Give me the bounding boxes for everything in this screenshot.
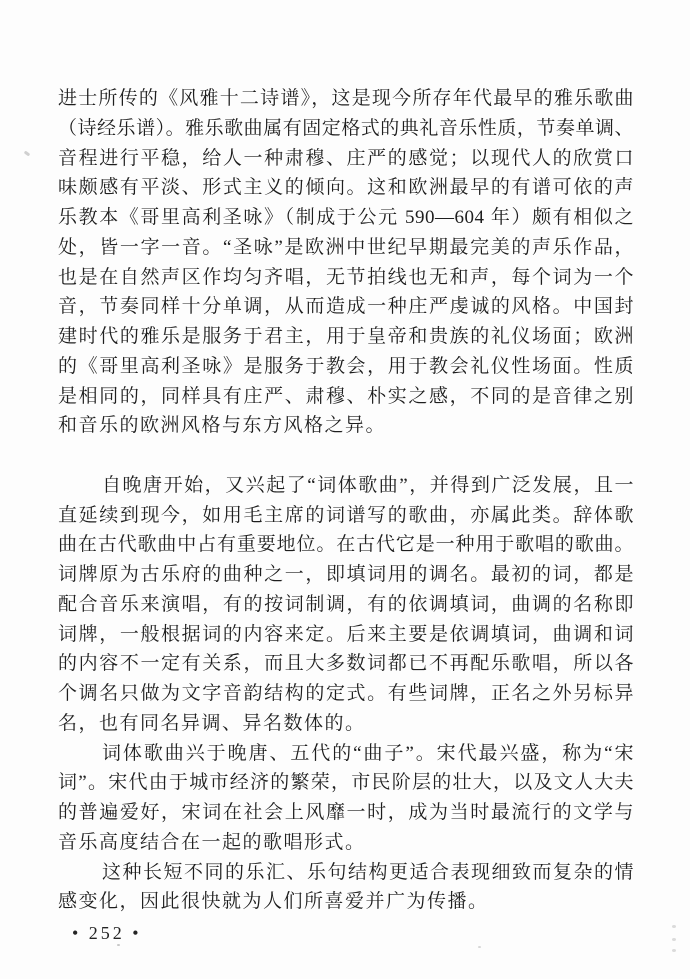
scan-speck — [672, 925, 676, 928]
scan-speck — [117, 944, 120, 946]
text-line: 个调名只做为文字音韵结构的定式。有些词牌，正名之外另标异 — [58, 683, 634, 704]
para-yayue-continuation — [58, 84, 634, 441]
para-citi-gequ — [58, 471, 634, 739]
text-line: 词”。宋代由于城市经济的繁荣，市民阶层的壮大，以及文人大夫 — [58, 772, 634, 794]
text-line: 进士所传的《风雅十二诗谱》，这是现今所存年代最早的雅乐歌曲 — [58, 88, 634, 109]
text-line: 乐教本《哥里高利圣咏》（制成于公元 590—604 年）颇有相似之 — [58, 207, 634, 228]
text-line: 感变化，因此很快就为人们所喜爱并广为传播。 — [58, 891, 489, 913]
page-number: • 252 • — [72, 923, 142, 943]
text-line: 自晚唐开始，又兴起了“词体歌曲”，并得到广泛发展，且一 — [102, 474, 634, 496]
text-line: 词牌原为古乐府的曲种之一，即填词用的调名。最初的词，都是 — [58, 564, 634, 585]
text-line: 的内容不一定有关系，而且大多数词都已不再配乐歌唱，所以各 — [58, 653, 634, 675]
text-line: 直延续到现今，如用毛主席的词谱写的歌曲，亦属此类。辞体歌 — [58, 504, 634, 526]
text-line: 曲在古代歌曲中占有重要地位。在古代它是一种用于歌唱的歌曲。 — [58, 534, 634, 556]
para-songci — [58, 739, 634, 858]
scan-speck — [672, 938, 676, 941]
text-line: 音程进行平稳，给人一种肃穆、庄严的感觉；以现代人的欣赏口 — [58, 147, 634, 169]
scan-speck — [24, 151, 31, 157]
text-line: 味颇感有平淡、形式主义的倾向。这和欧洲最早的有谱可依的声 — [58, 177, 634, 199]
text-line: 和音乐的欧洲风格与东方风格之异。 — [58, 415, 387, 437]
text-line: 也是在自然声区作均匀齐唱，无节拍线也无和声，每个词为一个 — [58, 266, 634, 288]
scan-speck — [478, 946, 481, 948]
text-line: 的普遍爱好，宋词在社会上风靡一时，成为当时最流行的文学与 — [58, 802, 634, 823]
text-line: 的《哥里高利圣咏》是服务于教会，用于教会礼仪性场面。性质 — [58, 355, 634, 377]
text-line: 词体歌曲兴于晚唐、五代的“曲子”。宋代最兴盛，称为“宋 — [102, 742, 634, 764]
text-line: 音，节奏同样十分单调，从而造成一种庄严虔诚的风格。中国封 — [58, 296, 634, 318]
text-line: 建时代的雅乐是服务于君主，用于皇帝和贵族的礼仪场面；欧洲 — [58, 326, 634, 347]
page-text-block — [58, 84, 634, 944]
text-line: 这种长短不同的乐汇、乐句结构更适合表现细致而复杂的情 — [102, 861, 634, 883]
text-line: 名，也有同名异调、异名数体的。 — [58, 712, 366, 734]
text-line: 配合音乐来演唱，有的按词制调，有的依调填词，曲调的名称即 — [58, 593, 634, 615]
text-line: 处，皆一字一音。“圣咏”是欧洲中世纪早期最完美的声乐作品， — [58, 236, 634, 258]
para-emotion — [58, 858, 634, 918]
text-line: 词牌，一般根据词的内容来定。后来主要是依调填词，曲调和词 — [58, 623, 634, 645]
text-line: 是相同的，同样具有庄严、肃穆、朴实之感，不同的是音律之别 — [58, 385, 634, 407]
text-line: 音乐高度结合在一起的歌唱形式。 — [58, 831, 366, 853]
text-line: （诗经乐谱）。雅乐歌曲属有固定格式的典礼音乐性质，节奏单调、 — [58, 117, 634, 139]
scan-speck — [672, 949, 676, 952]
